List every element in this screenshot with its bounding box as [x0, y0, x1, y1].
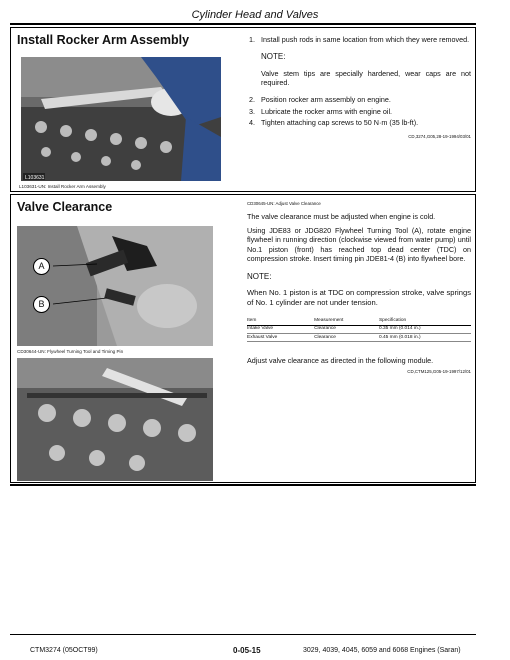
table-cell: Exhaust Valve — [247, 334, 314, 342]
reference-code: CD,CTM125,G05-19-1997/12/01 — [407, 368, 471, 374]
step-4 — [249, 118, 471, 127]
table-cell: Clearance — [314, 325, 379, 333]
table-header: Item — [247, 318, 314, 326]
note-label: NOTE: — [247, 271, 272, 281]
step-3 — [249, 107, 471, 116]
flywheel-tool-photo — [17, 226, 213, 346]
section-install-rocker-arm — [10, 27, 476, 192]
clearance-spec-table — [247, 318, 471, 343]
section-valve-clearance — [10, 194, 476, 483]
callout-a: A — [33, 258, 50, 275]
step-text: Position rocker arm assembly on engine. — [261, 95, 391, 105]
step-text: Lubricate the rocker arms with engine oil. — [261, 106, 393, 116]
valve-adjust-illustration — [17, 358, 213, 481]
note-text: When No. 1 piston is at TDC on compression stroke, valve springs of No. 1 cylinder are not under tension. — [247, 287, 471, 307]
step-number: 4. — [249, 118, 255, 128]
rocker-arm-photo — [21, 57, 221, 181]
header-rule — [10, 23, 476, 25]
section-title: Valve Clearance — [17, 200, 113, 214]
table-header: Measurement — [314, 318, 379, 326]
doc-id: CD30645-UN: Adjust Valve Clearance — [247, 201, 321, 206]
paragraph-cold-engine: The valve clearance must be adjusted when engine is cold. — [247, 211, 436, 221]
table-cell: Clearance — [314, 334, 379, 342]
valve-clearance-instructions — [247, 201, 471, 374]
step-text: Tighten attaching cap screws to 50 N·m (35 lb-ft). — [261, 118, 419, 128]
photo-label: L103631 — [25, 175, 45, 181]
step-1 — [249, 35, 471, 44]
table-cell: 0.45 mm (0.018 in.) — [379, 334, 471, 342]
reference-code: CD,3274,G05,28-19-1994/03/01 — [408, 133, 471, 139]
photo-caption: CD30644-UN: Flywheel Turning Tool and Timing Pin — [17, 349, 124, 354]
photo-caption: L103631-UN: Install Rocker Arm Assembly — [19, 184, 106, 189]
paragraph-flywheel: Using JDE83 or JDG820 Flywheel Turning Tool (A), rotate engine flywheel in running direction (clockwise viewed from water pump) until No.1 piston (front) has reached top dead center (TDC) on compression stroke. Insert timing pin JDE81-4 (B) into flywheel bore. — [247, 226, 471, 264]
table-cell: 0.35 mm (0.014 in.) — [379, 325, 471, 333]
section-title: Install Rocker Arm Assembly — [17, 33, 190, 47]
step-2 — [249, 95, 471, 104]
footer-rule — [10, 634, 476, 635]
flywheel-tool-illustration — [17, 226, 213, 346]
valve-adjust-photo — [17, 358, 213, 481]
step-number: 2. — [249, 95, 255, 105]
callout-b: B — [33, 296, 50, 313]
paragraph-adjust: Adjust valve clearance as directed in the following module. — [247, 356, 434, 366]
step-number: 3. — [249, 106, 255, 116]
table-row — [247, 334, 471, 342]
rocker-arm-instructions — [249, 35, 471, 139]
table-row — [247, 325, 471, 333]
page-header-title: Cylinder Head and Valves — [191, 9, 319, 21]
footer-page-number: 0-05-15 — [233, 646, 261, 655]
step-number: 1. — [249, 35, 255, 44]
table-header-row — [247, 318, 471, 326]
footer-engine-models: 3029, 4039, 4045, 6059 and 6068 Engines (Saran) — [303, 647, 461, 654]
step-text: Install push rods in same location from which they were removed. — [261, 35, 470, 44]
table-cell: Intake Valve — [247, 325, 314, 333]
footer-doc-number: CTM3274 (05OCT99) — [30, 647, 98, 654]
table-header: Specification — [379, 318, 471, 326]
note-text: Valve stem tips are specially hardened, wear caps are not required. — [261, 68, 471, 88]
note-label: NOTE: — [261, 52, 286, 62]
rocker-arm-illustration — [21, 57, 221, 181]
section-rule — [10, 484, 476, 486]
